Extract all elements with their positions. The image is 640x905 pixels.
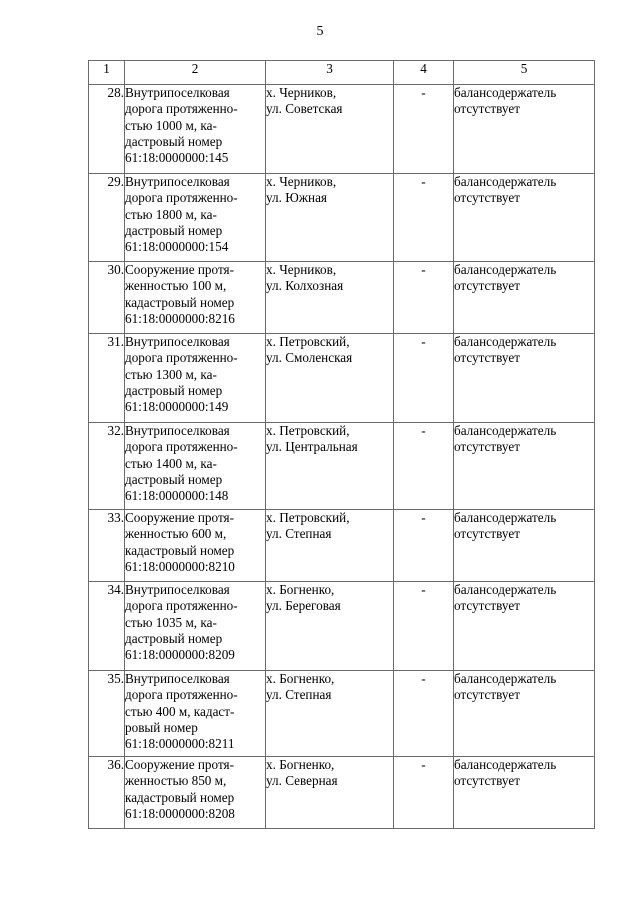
header-cell-2: 2	[125, 61, 266, 85]
object-name-line: кадастровый номер	[125, 542, 235, 558]
holder-line: балансодержатель	[454, 334, 557, 349]
address-line: ул. Смоленская	[266, 350, 353, 366]
holder-line: балансодержатель	[454, 423, 557, 438]
address-cell	[266, 334, 394, 423]
column-4-value: -	[394, 174, 454, 262]
table-row	[89, 174, 595, 262]
object-name-line: дорога протяженно-	[125, 190, 238, 206]
row-number: 33.	[89, 510, 125, 582]
holder-line: отсутствует	[454, 101, 520, 117]
holder-cell	[454, 174, 595, 262]
header-cell-5: 5	[454, 61, 595, 85]
object-name-line: 61:18:0000000:8208	[125, 805, 235, 821]
address-cell	[266, 671, 394, 757]
object-name-cell	[125, 671, 266, 757]
object-name-line: дастровый номер	[125, 471, 223, 487]
column-4-value: -	[394, 85, 454, 174]
object-name-line: 61:18:0000000:8209	[125, 647, 235, 663]
holder-line: отсутствует	[454, 278, 520, 294]
address-cell	[266, 85, 394, 174]
object-name-line: женностью 850 м,	[125, 773, 227, 789]
column-4-value: -	[394, 262, 454, 334]
address-line: х. Черников,	[266, 262, 337, 277]
column-4-value: -	[394, 582, 454, 671]
row-number: 29.	[89, 174, 125, 262]
object-name-line: стью 1000 м, ка-	[125, 117, 217, 133]
holder-line: отсутствует	[454, 598, 520, 614]
object-name-line: Сооружение протя-	[125, 757, 234, 772]
object-name-line: стью 1400 м, ка-	[125, 455, 217, 471]
column-4-value: -	[394, 671, 454, 757]
object-name-line: Внутрипоселковая	[125, 423, 230, 438]
holder-line: балансодержатель	[454, 510, 557, 525]
row-number: 36.	[89, 757, 125, 829]
object-name-line: дорога протяженно-	[125, 687, 238, 703]
table-row	[89, 757, 595, 829]
object-name-line: дастровый номер	[125, 222, 223, 238]
row-number: 34.	[89, 582, 125, 671]
object-name-line: женностью 100 м,	[125, 278, 227, 294]
column-4-value: -	[394, 757, 454, 829]
address-line: х. Петровский,	[266, 423, 350, 438]
holder-line: балансодержатель	[454, 174, 557, 189]
address-cell	[266, 423, 394, 510]
holder-cell	[454, 510, 595, 582]
object-name-line: кадастровый номер	[125, 294, 235, 310]
object-name-line: Внутрипоселковая	[125, 671, 230, 686]
table-row	[89, 510, 595, 582]
address-line: ул. Колхозная	[266, 278, 344, 294]
object-name-line: ровый номер	[125, 719, 198, 735]
address-line: ул. Береговая	[266, 598, 341, 614]
object-name-line: Внутрипоселковая	[125, 582, 230, 597]
object-name-cell	[125, 262, 266, 334]
object-name-line: кадастровый номер	[125, 789, 235, 805]
header-cell-1: 1	[89, 61, 125, 85]
holder-line: балансодержатель	[454, 85, 557, 100]
object-name-line: 61:18:0000000:149	[125, 399, 229, 415]
address-line: ул. Советская	[266, 101, 343, 117]
column-4-value: -	[394, 334, 454, 423]
holder-cell	[454, 757, 595, 829]
object-name-line: 61:18:0000000:148	[125, 488, 229, 504]
object-name-line: 61:18:0000000:145	[125, 150, 229, 166]
address-line: х. Петровский,	[266, 510, 350, 525]
object-name-line: 61:18:0000000:154	[125, 239, 229, 255]
holder-line: отсутствует	[454, 773, 520, 789]
holder-line: балансодержатель	[454, 262, 557, 277]
header-cell-4: 4	[394, 61, 454, 85]
holder-line: балансодержатель	[454, 671, 557, 686]
row-number: 32.	[89, 423, 125, 510]
address-line: ул. Степная	[266, 687, 332, 703]
address-line: ул. Степная	[266, 526, 332, 542]
row-number: 28.	[89, 85, 125, 174]
header-cell-3: 3	[266, 61, 394, 85]
address-cell	[266, 174, 394, 262]
object-name-line: дорога протяженно-	[125, 101, 238, 117]
address-line: х. Богненко,	[266, 582, 335, 597]
holder-cell	[454, 262, 595, 334]
address-cell	[266, 262, 394, 334]
object-name-line: стью 1800 м, ка-	[125, 206, 217, 222]
object-name-line: Внутрипоселковая	[125, 85, 230, 100]
holder-cell	[454, 85, 595, 174]
holder-line: отсутствует	[454, 687, 520, 703]
table-row	[89, 582, 595, 671]
object-name-line: 61:18:0000000:8210	[125, 558, 235, 574]
object-name-line: стью 400 м, кадаст-	[125, 703, 235, 719]
object-name-line: женностью 600 м,	[125, 526, 227, 542]
page-number: 5	[316, 24, 324, 39]
address-line: х. Богненко,	[266, 671, 335, 686]
table-row	[89, 423, 595, 510]
object-name-cell	[125, 334, 266, 423]
address-line: ул. Южная	[266, 190, 327, 206]
holder-line: отсутствует	[454, 350, 520, 366]
object-name-cell	[125, 757, 266, 829]
object-name-line: Сооружение протя-	[125, 510, 234, 525]
address-cell	[266, 510, 394, 582]
object-name-line: 61:18:0000000:8216	[125, 310, 235, 326]
address-line: х. Богненко,	[266, 757, 335, 772]
address-cell	[266, 757, 394, 829]
row-number: 35.	[89, 671, 125, 757]
table-row	[89, 85, 595, 174]
object-name-line: Внутрипоселковая	[125, 334, 230, 349]
holder-cell	[454, 582, 595, 671]
table-body	[89, 85, 595, 829]
holder-line: отсутствует	[454, 439, 520, 455]
table-row	[89, 334, 595, 423]
address-line: ул. Центральная	[266, 439, 358, 455]
holder-line: отсутствует	[454, 526, 520, 542]
object-name-line: Внутрипоселковая	[125, 174, 230, 189]
object-name-line: дастровый номер	[125, 133, 223, 149]
object-name-line: стью 1035 м, ка-	[125, 614, 217, 630]
object-name-cell	[125, 174, 266, 262]
object-name-line: дорога протяженно-	[125, 598, 238, 614]
object-name-line: 61:18:0000000:8211	[125, 736, 235, 752]
address-cell	[266, 582, 394, 671]
object-name-line: дорога протяженно-	[125, 350, 238, 366]
object-name-cell	[125, 510, 266, 582]
object-name-cell	[125, 85, 266, 174]
header-row	[89, 61, 595, 85]
table-header	[89, 61, 595, 85]
registry-table	[88, 60, 595, 829]
holder-cell	[454, 334, 595, 423]
object-name-line: дастровый номер	[125, 382, 223, 398]
holder-line: отсутствует	[454, 190, 520, 206]
row-number: 30.	[89, 262, 125, 334]
address-line: ул. Северная	[266, 773, 338, 789]
holder-line: балансодержатель	[454, 757, 557, 772]
holder-cell	[454, 423, 595, 510]
object-name-cell	[125, 582, 266, 671]
holder-line: балансодержатель	[454, 582, 557, 597]
object-name-line: дастровый номер	[125, 630, 223, 646]
table-row	[89, 262, 595, 334]
address-line: х. Петровский,	[266, 334, 350, 349]
object-name-cell	[125, 423, 266, 510]
address-line: х. Черников,	[266, 85, 337, 100]
address-line: х. Черников,	[266, 174, 337, 189]
object-name-line: Сооружение протя-	[125, 262, 234, 277]
column-4-value: -	[394, 510, 454, 582]
column-4-value: -	[394, 423, 454, 510]
row-number: 31.	[89, 334, 125, 423]
holder-cell	[454, 671, 595, 757]
object-name-line: стью 1300 м, ка-	[125, 366, 217, 382]
object-name-line: дорога протяженно-	[125, 439, 238, 455]
table-row	[89, 671, 595, 757]
